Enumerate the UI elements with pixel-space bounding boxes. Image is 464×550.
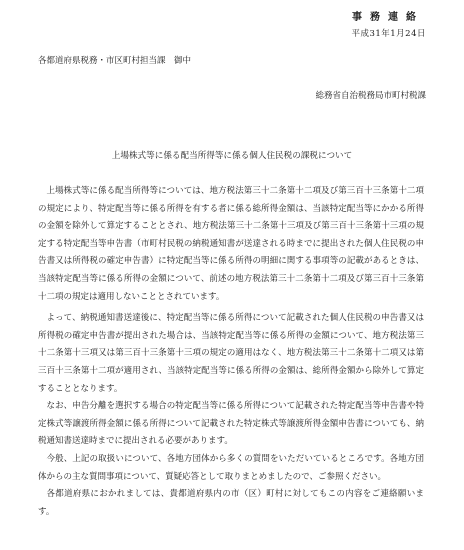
notice-type-label: 事務連絡 — [352, 12, 424, 23]
addressee: 各都道府県税務・市区町村担当課 御中 — [38, 56, 192, 66]
body-paragraph: 各都道府県におかれましては、貴都道府県内の市（区）町村に対してもこの内容をご連絡願います。 — [38, 489, 424, 517]
document-subject: 上場株式等に係る配当所得等に係る個人住民税の課税について — [111, 151, 353, 161]
document-body — [38, 183, 424, 521]
body-paragraph: よって、納税通知書送達後に、特定配当等に係る所得について記載された個人住民税の申告書又は所得税の確定申告書が提出された場合は、当該特定配当等に係る所得の金額について、地方税法第三十二条第十三項又は第三百十三条第十三項の規定の適用はなく、地方税法第三十二条第十二項又は第三百十三条第十二項が適用され、当該特定配当等に係る所得の金額は、総所得金額から除外して算定することとなります。 — [38, 313, 424, 394]
body-paragraph: 今般、上記の取扱いについて、各地方団体から多くの質問をいただいているところです。各地方団体からの主な質問事項について、質疑応答として取りまとめましたので、ご参照ください。 — [38, 453, 424, 482]
sender: 総務省自治税務局市町村税課 — [315, 91, 426, 101]
body-paragraph: 上場株式等に係る配当所得等については、地方税法第三十二条第十二項及び第三百十三条第十二項の規定により、特定配当等に係る所得を有する者に係る総所得金額は、当該特定配当等にかかる所得の金額を除外して算定することとされ、地方税法第三十二条第十三項及び第三百十三条第十三項の規定する特定配当等申告書（市町村民税の納税通知書が送達される時までに提出された個人住民税の申告書又は所得税の確定申告書）に特定配当等に係る所得の明細に関する事項等の記載があるときは、当該特定配当等に係る所得の金額について、前述の地方税法第三十二条第十二項及び第三百十三条第十二項の規定は適用しないこととされています。 — [38, 186, 424, 302]
body-paragraph: なお、申告分離を選択する場合の特定配当等に係る所得について記載された特定配当等申告書や特定株式等譲渡所得金額に係る所得について記載された特定株式等譲渡所得金額申告書についても、納税通知書送達時までに提出される必要があります。 — [38, 401, 424, 447]
document-date: 平成31年1月24日 — [351, 29, 426, 39]
